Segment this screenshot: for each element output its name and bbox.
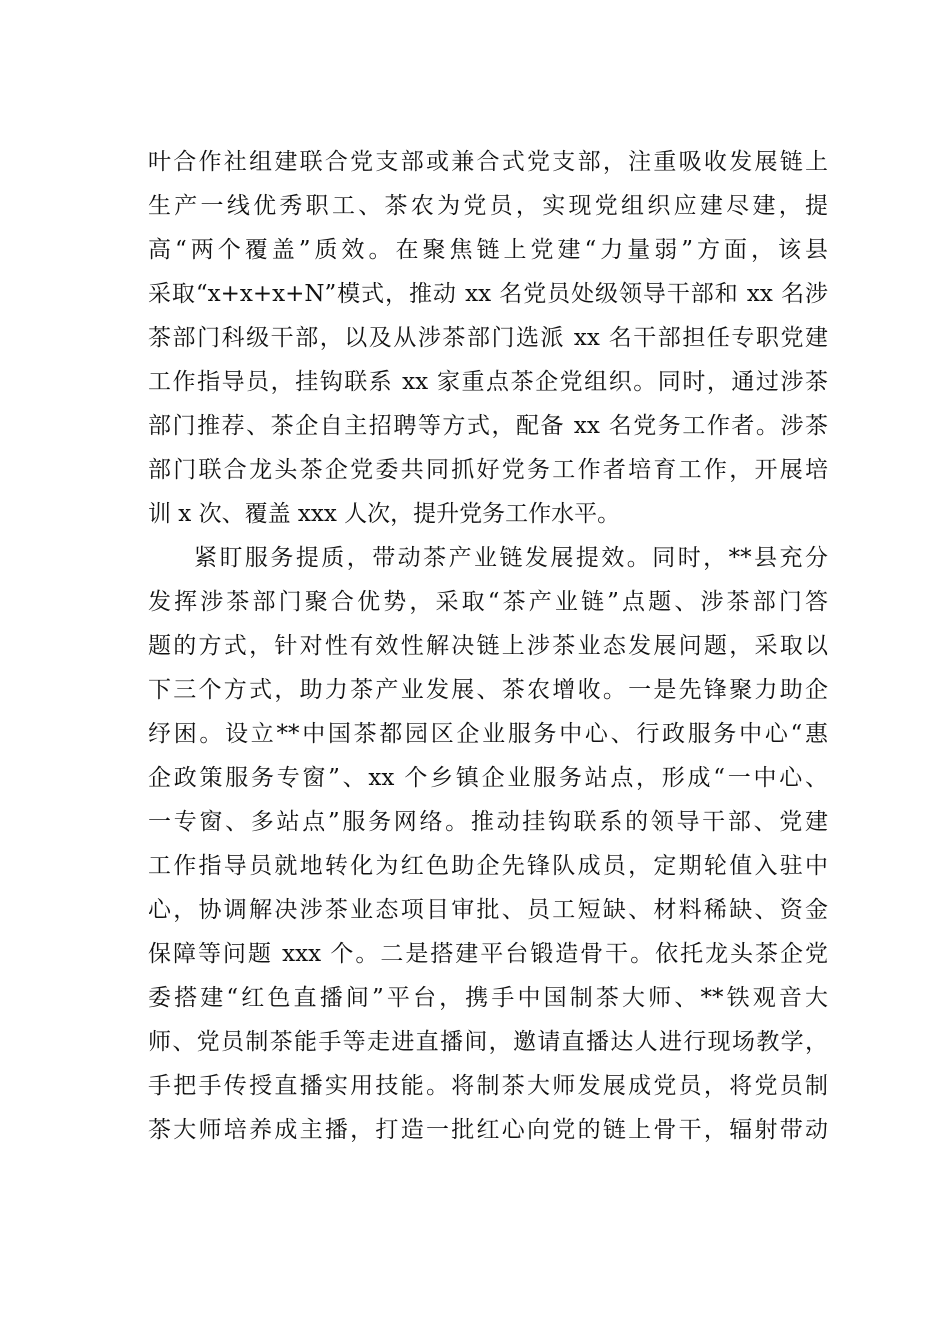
text-line: 高“两个覆盖”质效。在聚焦链上党建“力量弱”方面，该县 — [148, 237, 828, 263]
text-line: 心，协调解决涉茶业态项目审批、员工短缺、材料稀缺、资金 — [148, 897, 828, 923]
text-line: 工作指导员就地转化为红色助企先锋队成员，定期轮值入驻中 — [148, 853, 828, 879]
text-line: 训 x 次、覆盖 xxx 人次，提升党务工作水平。 — [148, 501, 621, 527]
text-line: 部门推荐、茶企自主招聘等方式，配备 xx 名党务工作者。涉茶 — [148, 413, 828, 439]
text-line: 茶部门科级干部，以及从涉茶部门选派 xx 名干部担任专职党建 — [148, 325, 828, 351]
text-line: 师、党员制茶能手等走进直播间，邀请直播达人进行现场教学， — [148, 1029, 828, 1055]
text-line: 下三个方式，助力茶产业发展、茶农增收。一是先锋聚力助企 — [148, 677, 828, 703]
text-line: 部门联合龙头茶企党委共同抓好党务工作者培育工作，开展培 — [148, 457, 828, 483]
text-line: 一专窗、多站点”服务网络。推动挂钩联系的领导干部、党建 — [148, 809, 828, 835]
text-line: 发挥涉茶部门聚合优势，采取“茶产业链”点题、涉茶部门答 — [148, 589, 828, 615]
paragraph-1 — [148, 140, 828, 536]
text-line: 手把手传授直播实用技能。将制茶大师发展成党员，将党员制 — [148, 1073, 828, 1099]
text-line: 委搭建“红色直播间”平台，携手中国制茶大师、**铁观音大 — [148, 985, 828, 1011]
text-line: 茶大师培养成主播，打造一批红心向党的链上骨干，辐射带动 — [148, 1117, 828, 1143]
text-line: 叶合作社组建联合党支部或兼合式党支部，注重吸收发展链上 — [148, 149, 828, 175]
text-line: 题的方式，针对性有效性解决链上涉茶业态发展问题，采取以 — [148, 633, 828, 659]
text-line: 采取“x+x+x+N”模式，推动 xx 名党员处级领导干部和 xx 名涉 — [148, 281, 828, 307]
text-line: 纾困。设立**中国茶都园区企业服务中心、行政服务中心“惠 — [148, 721, 828, 747]
text-line: 保障等问题 xxx 个。二是搭建平台锻造骨干。依托龙头茶企党 — [148, 941, 828, 967]
paragraph-2 — [148, 536, 828, 1152]
text-line: 企政策服务专窗”、xx 个乡镇企业服务站点，形成“一中心、 — [148, 765, 828, 791]
text-line: 工作指导员，挂钩联系 xx 家重点茶企党组织。同时，通过涉茶 — [148, 369, 828, 395]
text-line: 紧盯服务提质，带动茶产业链发展提效。同时，**县充分 — [194, 545, 828, 571]
body-text — [148, 140, 828, 1152]
text-line: 生产一线优秀职工、茶农为党员，实现党组织应建尽建，提 — [148, 193, 828, 219]
